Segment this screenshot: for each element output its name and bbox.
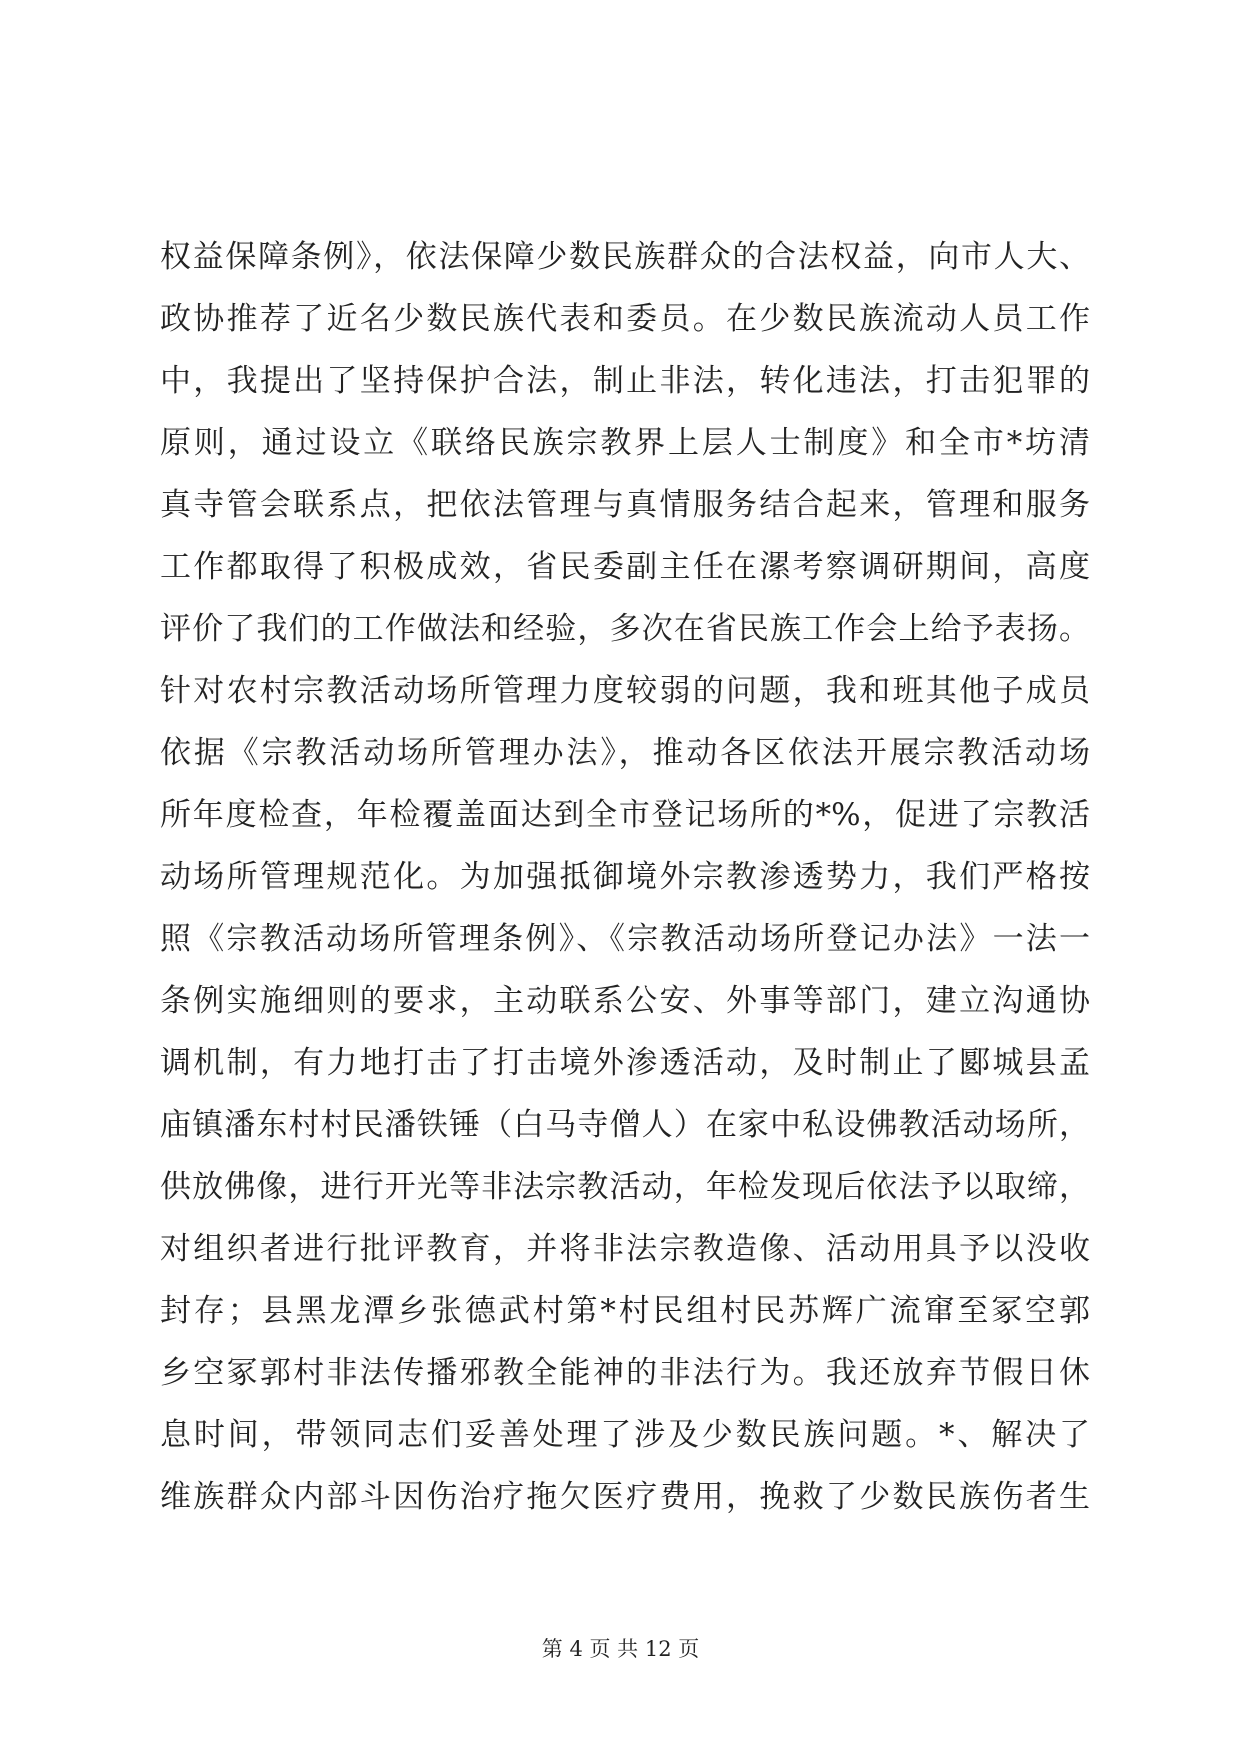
body-text [160,226,1090,1528]
text-line: 工作都取得了积极成效，省民委副主任在漯考察调研期间，高度 [160,549,1090,585]
text-line: 原则，通过设立《联络民族宗教界上层人士制度》和全市*坊清 [160,425,1090,461]
page-number-footer: 第 4 页 共 12 页 [541,1637,700,1661]
text-line: 乡空冢郭村非法传播邪教全能神的非法行为。我还放弃节假日休 [160,1355,1090,1391]
text-line: 动场所管理规范化。为加强抵御境外宗教渗透势力，我们严格按 [160,859,1090,895]
text-line: 中，我提出了坚持保护合法，制止非法，转化违法，打击犯罪的 [160,363,1090,399]
text-line: 条例实施细则的要求，主动联系公安、外事等部门，建立沟通协 [160,983,1090,1019]
text-line: 庙镇潘东村村民潘铁锤（白马寺僧人）在家中私设佛教活动场所， [160,1107,1090,1143]
text-line: 真寺管会联系点，把依法管理与真情服务结合起来，管理和服务 [160,487,1090,523]
text-line: 所年度检查，年检覆盖面达到全市登记场所的*%，促进了宗教活 [160,797,1090,833]
text-line: 封存；县黑龙潭乡张德武村第*村民组村民苏辉广流窜至冢空郭 [160,1293,1090,1329]
text-line: 政协推荐了近名少数民族代表和委员。在少数民族流动人员工作 [160,301,1090,337]
text-line: 权益保障条例》，依法保障少数民族群众的合法权益，向市人大、 [160,239,1090,275]
text-line: 依据《宗教活动场所管理办法》，推动各区依法开展宗教活动场 [160,735,1090,771]
text-line: 息时间，带领同志们妥善处理了涉及少数民族问题。*、解决了 [160,1417,1090,1453]
text-line: 照《宗教活动场所管理条例》、《宗教活动场所登记办法》一法一 [160,921,1090,957]
text-line: 供放佛像，进行开光等非法宗教活动，年检发现后依法予以取缔， [160,1169,1090,1205]
text-line: 对组织者进行批评教育，并将非法宗教造像、活动用具予以没收 [160,1231,1090,1267]
text-line: 调机制，有力地打击了打击境外渗透活动，及时制止了郾城县孟 [160,1045,1090,1081]
text-line: 针对农村宗教活动场所管理力度较弱的问题，我和班其他子成员 [160,673,1090,709]
text-line: 评价了我们的工作做法和经验，多次在省民族工作会上给予表扬。 [160,611,1090,647]
text-line: 维族群众内部斗因伤治疗拖欠医疗费用，挽救了少数民族伤者生 [160,1479,1090,1515]
